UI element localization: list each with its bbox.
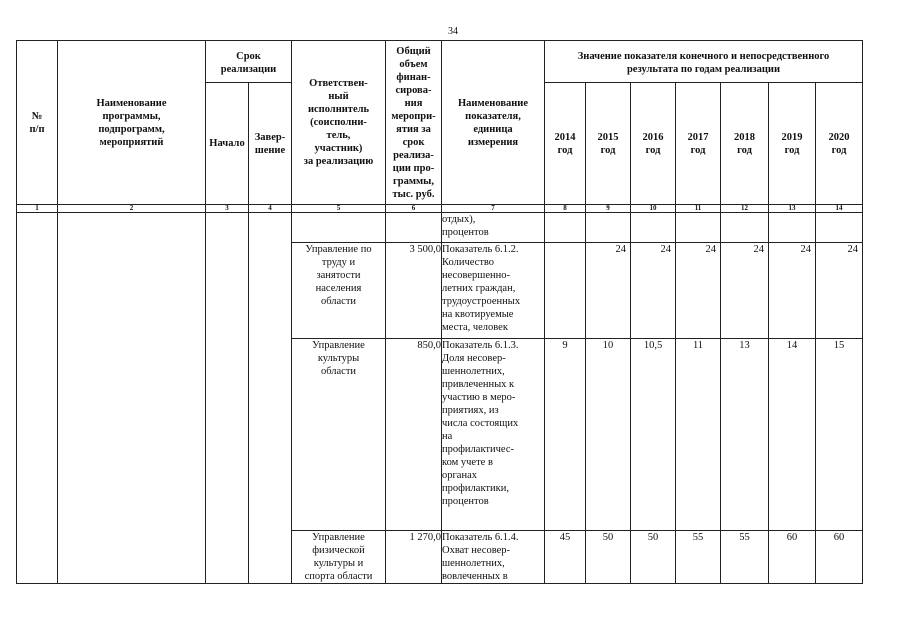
cell-responsible: Управление культуры области — [292, 339, 386, 531]
column-number: 12 — [721, 205, 769, 213]
column-number: 4 — [249, 205, 292, 213]
header-end: Завер- шение — [249, 83, 292, 205]
cell-amount — [386, 213, 442, 243]
column-number: 8 — [545, 205, 586, 213]
cell-indicator: отдых), процентов — [442, 213, 545, 243]
column-number: 13 — [769, 205, 816, 213]
cell-value-2019: 14 — [769, 339, 816, 531]
cell-indicator: Показатель 6.1.4. Охват несовер- шеннолетних, вовлеченных в — [442, 531, 545, 584]
cell-value-2014 — [545, 213, 586, 243]
cell-value-2018: 55 — [721, 531, 769, 584]
cell-value-2014: 9 — [545, 339, 586, 531]
cell-start-empty — [206, 213, 249, 584]
column-number: 7 — [442, 205, 545, 213]
header-values-group: Значение показателя конечного и непосредственного результата по годам реализации — [545, 41, 863, 83]
header-responsible: Ответствен- ный исполнитель (соисполни- тель, участник) за реализацию — [292, 41, 386, 205]
cell-value-2016: 24 — [631, 243, 676, 339]
column-number: 14 — [816, 205, 863, 213]
column-number: 11 — [676, 205, 721, 213]
column-number: 10 — [631, 205, 676, 213]
cell-value-2016: 50 — [631, 531, 676, 584]
cell-value-2017: 55 — [676, 531, 721, 584]
cell-value-2014: 45 — [545, 531, 586, 584]
header-financing: Общий объем финан- сирова- ния меропри- ятия за срок реализа- ции про- граммы, тыс. руб. — [386, 41, 442, 205]
column-number: 2 — [58, 205, 206, 213]
cell-indicator: Показатель 6.1.2. Количество несовершенно- летних граждан, трудоустроенных на квотируемые места, человек — [442, 243, 545, 339]
cell-amount: 850,0 — [386, 339, 442, 531]
cell-value-2017: 24 — [676, 243, 721, 339]
header-year-2017: 2017 год — [676, 83, 721, 205]
header-indicator: Наименование показателя, единица измерения — [442, 41, 545, 205]
cell-responsible: Управление физической культуры и спорта области — [292, 531, 386, 584]
header-period: Срок реализации — [206, 41, 292, 83]
header-year-2014: 2014 год — [545, 83, 586, 205]
cell-value-2020 — [816, 213, 863, 243]
cell-end-empty — [249, 213, 292, 584]
cell-amount: 1 270,0 — [386, 531, 442, 584]
column-number: 9 — [586, 205, 631, 213]
cell-amount: 3 500,0 — [386, 243, 442, 339]
cell-value-2017 — [676, 213, 721, 243]
header-year-2020: 2020 год — [816, 83, 863, 205]
column-number: 5 — [292, 205, 386, 213]
cell-value-2015: 50 — [586, 531, 631, 584]
column-number: 3 — [206, 205, 249, 213]
cell-value-2019 — [769, 213, 816, 243]
cell-num-empty — [17, 213, 58, 584]
column-numbers-row — [17, 205, 863, 213]
page-number: 34 — [448, 26, 458, 37]
header-program-name: Наименование программы, подпрограмм, мероприятий — [58, 41, 206, 205]
header-start: Начало — [206, 83, 249, 205]
program-indicators-table — [16, 40, 863, 584]
cell-value-2018: 13 — [721, 339, 769, 531]
header-year-2015: 2015 год — [586, 83, 631, 205]
cell-value-2015: 24 — [586, 243, 631, 339]
header-year-2016: 2016 год — [631, 83, 676, 205]
cell-value-2018: 24 — [721, 243, 769, 339]
table-row — [17, 213, 863, 243]
cell-value-2019: 24 — [769, 243, 816, 339]
header-year-2018: 2018 год — [721, 83, 769, 205]
cell-value-2014 — [545, 243, 586, 339]
cell-value-2019: 60 — [769, 531, 816, 584]
cell-value-2015: 10 — [586, 339, 631, 531]
cell-value-2015 — [586, 213, 631, 243]
cell-responsible: Управление по труду и занятости населения области — [292, 243, 386, 339]
header-num: № п/п — [17, 41, 58, 205]
cell-value-2020: 60 — [816, 531, 863, 584]
cell-value-2018 — [721, 213, 769, 243]
cell-program-name-empty — [58, 213, 206, 584]
column-number: 1 — [17, 205, 58, 213]
cell-responsible — [292, 213, 386, 243]
header-year-2019: 2019 год — [769, 83, 816, 205]
cell-value-2016: 10,5 — [631, 339, 676, 531]
cell-indicator: Показатель 6.1.3. Доля несовер- шеннолетних, привлеченных к участию в меро- приятиях, из числа состоящих на профилактичес- ком учете в органах профилактики, процентов — [442, 339, 545, 531]
cell-value-2020: 15 — [816, 339, 863, 531]
cell-value-2016 — [631, 213, 676, 243]
cell-value-2017: 11 — [676, 339, 721, 531]
column-number: 6 — [386, 205, 442, 213]
cell-value-2020: 24 — [816, 243, 863, 339]
